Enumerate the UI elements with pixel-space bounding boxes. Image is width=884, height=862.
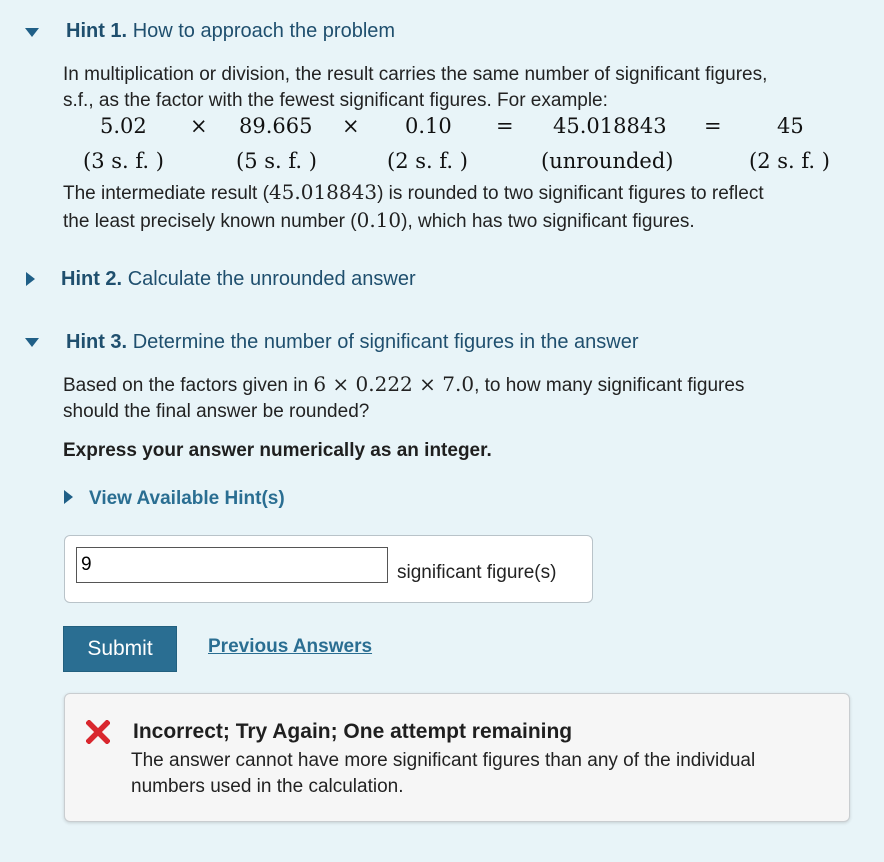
example-note-3: (2 s. f. ) [387,149,468,173]
question-text: , to how many significant figures [474,375,745,396]
explanation-number: 0.10 [356,208,402,232]
answer-instruction: Express your answer numerically as an integer. [63,440,492,461]
view-hints-expand-icon[interactable] [64,490,73,504]
explanation-number: 45.018843 [268,180,378,204]
hint-3-question-line-2: should the final answer be rounded? [63,401,370,422]
example-operator-2: × [342,114,360,138]
explanation-text: ) is rounded to two significant figures to reflect [377,183,764,204]
hint-2-number: Hint 2. [61,268,123,290]
explanation-text: the least precisely known number ( [63,211,357,232]
explanation-text: ), which has two significant figures. [401,211,695,232]
question-text: Based on the factors given in [63,375,314,396]
hint-3-question-line-1 [63,371,863,399]
hint-2-title: Calculate the unrounded answer [127,268,416,290]
example-value-5: 45 [777,114,804,138]
answer-input[interactable] [76,547,388,583]
example-note-1: (3 s. f. ) [83,149,164,173]
question-math: 6 × 0.222 × 7.0 [313,372,475,396]
example-note-5: (2 s. f. ) [749,149,830,173]
hint-3-collapse-icon[interactable] [25,338,39,347]
view-available-hints-link[interactable]: View Available Hint(s) [89,488,285,509]
example-value-1: 5.02 [100,114,147,138]
example-value-4: 45.018843 [553,114,667,138]
example-note-4: (unrounded) [541,149,674,173]
hint-2-header[interactable] [61,268,416,291]
hint-1-line-1: In multiplication or division, the result carries the same number of significant figures, [63,64,768,85]
hint-1-title: How to approach the problem [132,20,396,42]
example-value-3: 0.10 [405,114,452,138]
example-note-2: (5 s. f. ) [236,149,317,173]
previous-answers-link[interactable]: Previous Answers [208,636,373,657]
example-operator-3: = [496,114,514,138]
answer-unit-label: significant figure(s) [397,562,557,583]
feedback-message [131,748,841,800]
hint-1-explanation-line-2 [63,207,873,235]
hint-1-explanation-line-1 [63,179,873,207]
hint-1-paragraph [63,62,863,114]
example-value-2: 89.665 [239,114,313,138]
hint-1-explanation [63,179,873,235]
hint-1-line-2: s.f., as the factor with the fewest significant figures. For example: [63,90,608,111]
hint-3-title: Determine the number of significant figures in the answer [132,331,639,353]
feedback-line-2: numbers used in the calculation. [131,776,404,797]
hint-1-number: Hint 1. [66,20,128,42]
explanation-text: The intermediate result ( [63,183,269,204]
hint-3-question [63,371,863,425]
hint-1-collapse-icon[interactable] [25,28,39,37]
example-operator-4: = [704,114,722,138]
hint-2-expand-icon[interactable] [26,272,35,286]
feedback-title: Incorrect; Try Again; One attempt remaining [133,720,573,743]
example-operator-1: × [190,114,208,138]
x-mark-icon [86,720,110,744]
feedback-line-1: The answer cannot have more significant figures than any of the individual [131,750,756,771]
hint-3-number: Hint 3. [66,331,128,353]
submit-button[interactable]: Submit [63,626,177,672]
hint-3-header[interactable] [66,331,639,354]
hint-1-header[interactable] [66,20,395,43]
